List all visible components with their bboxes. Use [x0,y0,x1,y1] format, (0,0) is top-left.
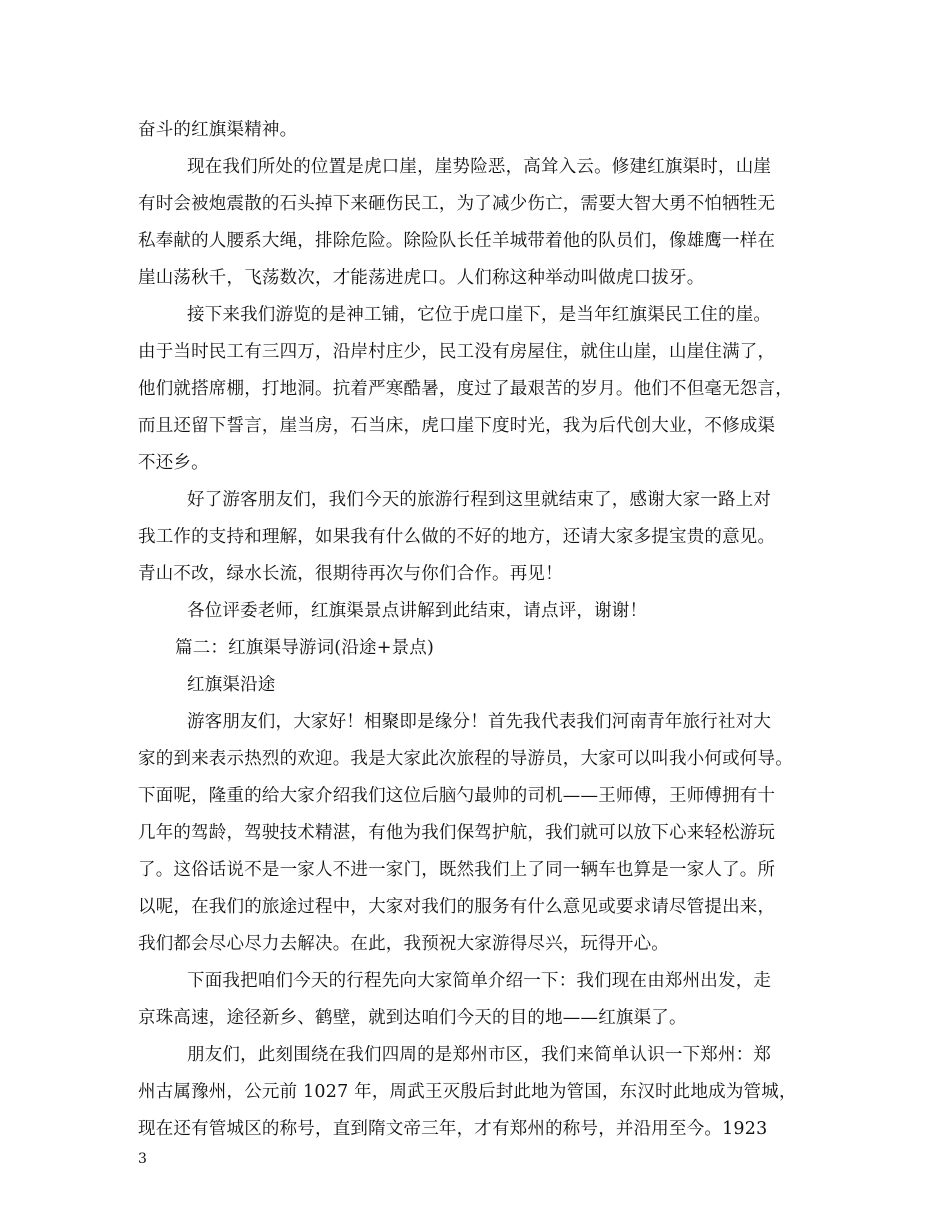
section-heading: 篇二：红旗渠导游词(沿途+景点) [175,638,435,658]
text-line: 我工作的支持和理解，如果我有什么做的不好的地方，还请大家多提宝贵的意见。 [138,527,776,547]
text-line: 下面呢，隆重的给大家介绍我们这位后脑勺最帅的司机——王师傅，王师傅拥有十 [138,786,776,806]
text-line: 游客朋友们，大家好！相聚即是缘分！首先我代表我们河南青年旅行社对大 [187,712,772,732]
text-line: 奋斗的红旗渠精神。 [138,120,298,140]
text-line: 各位评委老师，红旗渠景点讲解到此结束，请点评，谢谢！ [187,601,648,621]
text-line: 现在我们所处的位置是虎口崖，崖势险恶，高耸入云。修建红旗渠时，山崖 [187,157,772,177]
text-line: 现在还有管城区的称号，直到隋文帝三年，才有郑州的称号，并沿用至今。1923 [138,1119,768,1139]
page-number: 3 [138,1151,147,1167]
text-line: 州古属豫州，公元前 1027 年，周武王灭殷后封此地为管国，东汉时此地成为管城， [138,1082,797,1102]
text-line: 崖山荡秋千，飞荡数次，才能荡进虎口。人们称这种举动叫做虎口拔牙。 [138,268,705,288]
text-line: 接下来我们游览的是神工铺，它位于虎口崖下，是当年红旗渠民工住的崖。 [187,305,772,325]
text-line: 好了游客朋友们，我们今天的旅游行程到这里就结束了，感谢大家一路上对 [187,490,772,510]
text-line: 有时会被炮震散的石头掉下来砸伤民工，为了减少伤亡，需要大智大勇不怕牺牲无 [138,194,776,214]
text-line: 青山不改，绿水长流，很期待再次与你们合作。再见！ [138,564,563,584]
text-line: 家的到来表示热烈的欢迎。我是大家此次旅程的导游员，大家可以叫我小何或何导。 [138,749,793,769]
text-line: 以呢，在我们的旅途过程中，大家对我们的服务有什么意见或要求请尽管提出来， [138,897,776,917]
text-line: 私奉献的人腰系大绳，排除危险。除险队长任羊城带着他的队员们，像雄鹰一样在 [138,231,776,251]
text-line: 朋友们，此刻围绕在我们四周的是郑州市区，我们来简单认识一下郑州：郑 [187,1045,772,1065]
text-line: 他们就搭席棚，打地洞。抗着严寒酷暑，度过了最艰苦的岁月。他们不但毫无怨言， [138,379,793,399]
subsection-heading: 红旗渠沿途 [187,675,276,695]
text-line: 我们都会尽心尽力去解决。在此，我预祝大家游得尽兴，玩得开心。 [138,934,669,954]
text-line: 几年的驾龄，驾驶技术精湛，有他为我们保驾护航，我们就可以放下心来轻松游玩 [138,823,776,843]
text-line: 京珠高速，途径新乡、鹤壁，就到达咱们今天的目的地——红旗渠了。 [138,1008,687,1028]
text-line: 而且还留下誓言，崖当房，石当床，虎口崖下度时光，我为后代创大业，不修成渠 [138,416,776,436]
text-line: 不还乡。 [138,453,209,473]
text-line: 下面我把咱们今天的行程先向大家简单介绍一下：我们现在由郑州出发，走 [187,971,772,991]
text-line: 由于当时民工有三四万，沿岸村庄少，民工没有房屋住，就住山崖，山崖住满了， [138,342,776,362]
text-line: 了。这俗话说不是一家人不进一家门，既然我们上了同一辆车也算是一家人了。所 [138,860,776,880]
